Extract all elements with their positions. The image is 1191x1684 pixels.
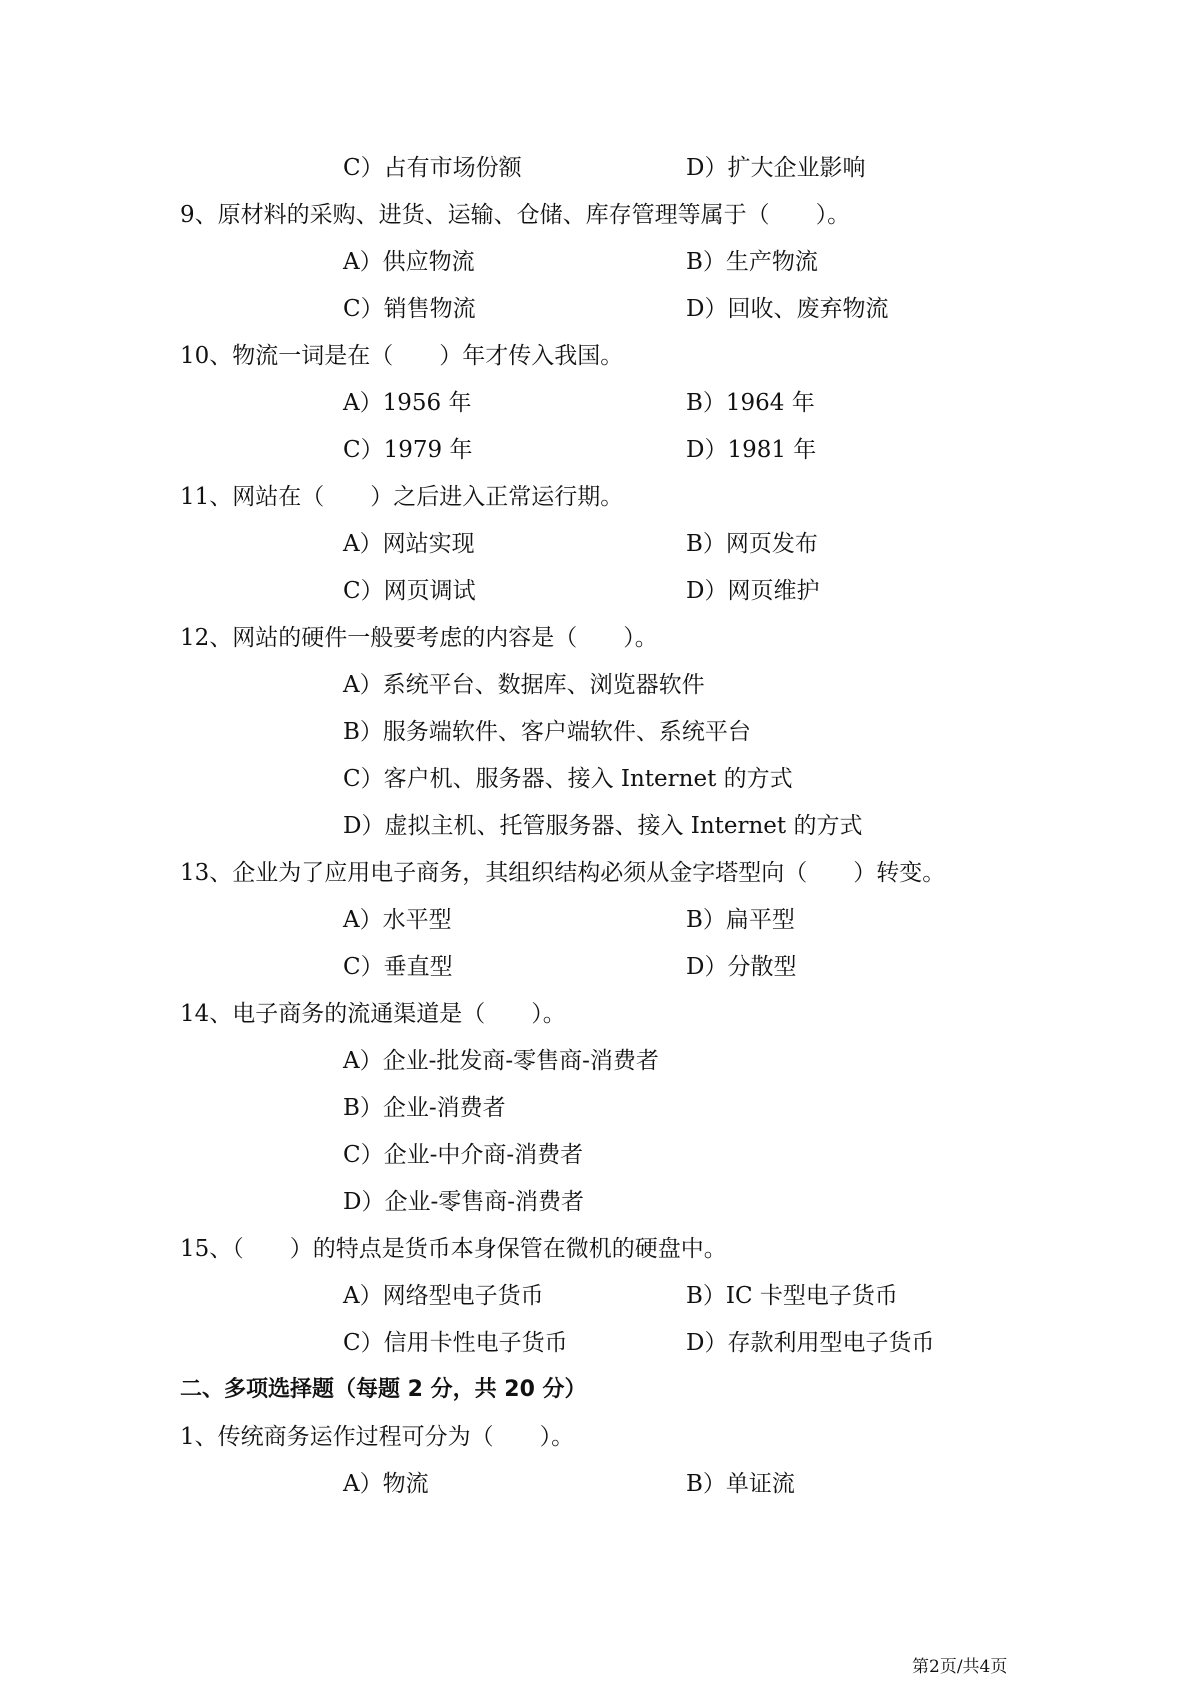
option-a: A）网络型电子货币 bbox=[343, 1283, 544, 1309]
question-13: 13、企业为了应用电子商务，其组织结构必须从金字塔型向（ ）转变。 bbox=[180, 860, 946, 886]
question-9: 9、原材料的采购、进货、运输、仓储、库存管理等属于（ ）。 bbox=[180, 202, 851, 228]
option-b: B）生产物流 bbox=[686, 249, 818, 275]
option-b: B）单证流 bbox=[686, 1471, 795, 1497]
option-b: B）企业-消费者 bbox=[343, 1095, 506, 1121]
question-1: 1、传统商务运作过程可分为（ ）。 bbox=[180, 1424, 575, 1450]
option-a: A）网站实现 bbox=[343, 531, 475, 557]
option-d: D）企业-零售商-消费者 bbox=[343, 1189, 584, 1215]
option-c: C）垂直型 bbox=[343, 954, 453, 980]
option-a: A）系统平台、数据库、浏览器软件 bbox=[343, 672, 705, 698]
option-b: B）网页发布 bbox=[686, 531, 818, 557]
option-c: C）网页调试 bbox=[343, 578, 476, 604]
option-a: A）物流 bbox=[343, 1471, 429, 1497]
option-c: C）客户机、服务器、接入 Internet 的方式 bbox=[343, 766, 793, 792]
question-12: 12、网站的硬件一般要考虑的内容是（ ）。 bbox=[180, 625, 658, 651]
option-d: D）1981 年 bbox=[686, 437, 817, 463]
option-d: D）存款利用型电子货币 bbox=[686, 1330, 935, 1356]
option-b: B）1964 年 bbox=[686, 390, 815, 416]
option-c: C）企业-中介商-消费者 bbox=[343, 1142, 584, 1168]
option-a: A）1956 年 bbox=[343, 390, 472, 416]
question-14: 14、电子商务的流通渠道是（ ）。 bbox=[180, 1001, 566, 1027]
option-d: D）网页维护 bbox=[686, 578, 820, 604]
option-a: A）企业-批发商-零售商-消费者 bbox=[343, 1048, 659, 1074]
question-15: 15、（ ）的特点是货币本身保管在微机的硬盘中。 bbox=[180, 1236, 727, 1262]
option-b: B）扁平型 bbox=[686, 907, 795, 933]
question-10: 10、物流一词是在（ ）年才传入我国。 bbox=[180, 343, 624, 369]
option-d: D）虚拟主机、托管服务器、接入 Internet 的方式 bbox=[343, 813, 863, 839]
option-d: D）回收、废弃物流 bbox=[686, 296, 889, 322]
option-c: C）信用卡性电子货币 bbox=[343, 1330, 568, 1356]
option-c: C）1979 年 bbox=[343, 437, 473, 463]
page-number: 第2页/共4页 bbox=[912, 1657, 1008, 1677]
section-heading: 二、多项选择题（每题 2 分，共 20 分） bbox=[180, 1377, 587, 1402]
option-b: B）服务端软件、客户端软件、系统平台 bbox=[343, 719, 751, 745]
option-c: C）销售物流 bbox=[343, 296, 476, 322]
option-c: C）占有市场份额 bbox=[343, 155, 522, 181]
option-a: A）供应物流 bbox=[343, 249, 475, 275]
question-11: 11、网站在（ ）之后进入正常运行期。 bbox=[180, 484, 624, 510]
option-d: D）分散型 bbox=[686, 954, 797, 980]
option-b: B）IC 卡型电子货币 bbox=[686, 1283, 898, 1309]
option-a: A）水平型 bbox=[343, 907, 452, 933]
option-d: D）扩大企业影响 bbox=[686, 155, 866, 181]
